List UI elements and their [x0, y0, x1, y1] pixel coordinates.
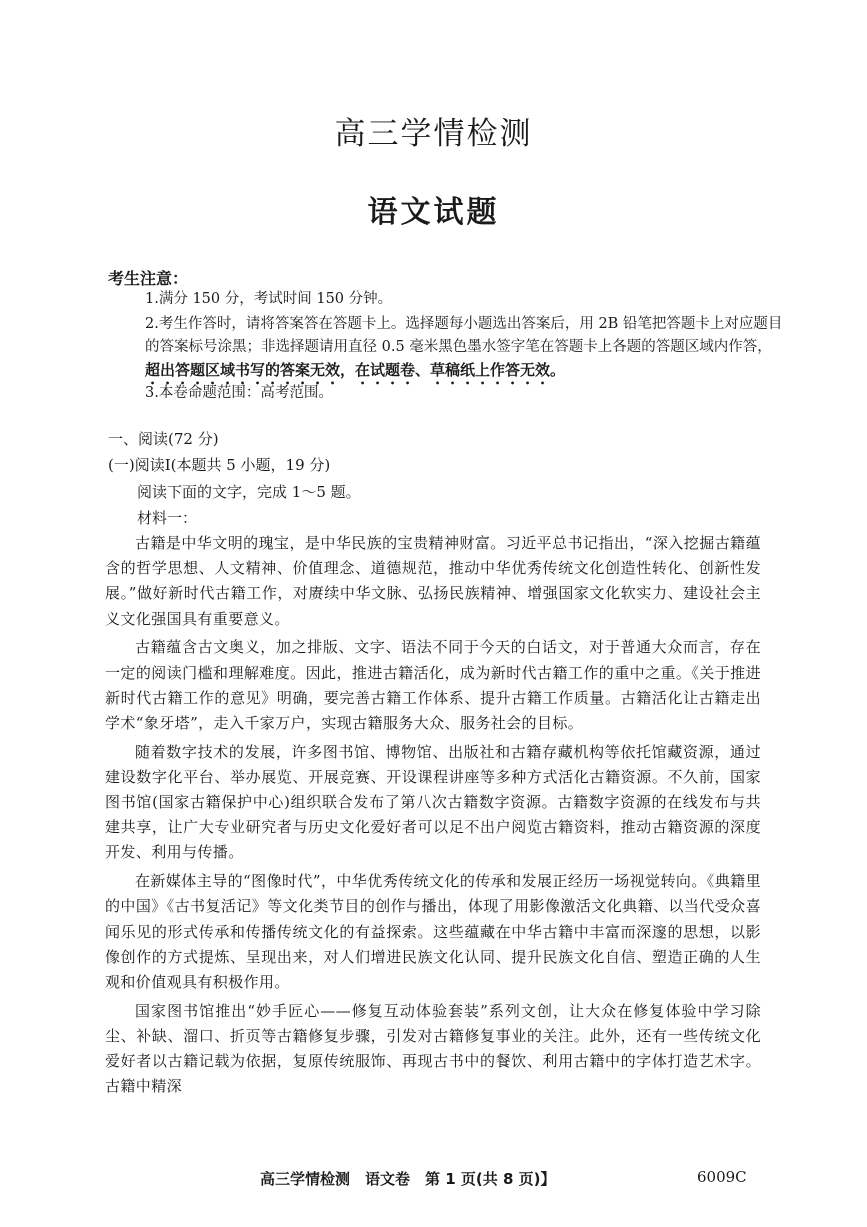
page-footer: 高三学情检测 语文卷 第 1 页(共 8 页)】 — [260, 1170, 556, 1188]
exam-title: 高三学情检测 — [334, 116, 533, 152]
paragraph: 古籍蕴含古文奥义，加之排版、文字、语法不同于今天的白话文，对于普通大众而言，存在一定的阅读门槛和理解难度。因此，推进古籍活化，成为新时代古籍工作的重中之重。《关于推进新时代古籍工作的意见》明确，要完善古籍工作体系、提升古籍工作质量。古籍活化让古籍走出学术“象牙塔”，走入千家万户，实现古籍服务大众、服务社会的目标。 — [105, 638, 761, 732]
reading-instruction: 阅读下面的文字，完成 1～5 题。 — [137, 483, 361, 501]
paragraph: 国家图书馆推出“妙手匠心——修复互动体验套装”系列文创，让大众在修复体验中学习除尘、补缺、溜口、折页等古籍修复步骤，引发对古籍修复事业的关注。此外，还有一些传统文化爱好者以古籍记载为依据，复原传统服饰、再现古书中的餐饮、利用古籍中的字体打造艺术字。古籍中精深 — [105, 1001, 761, 1096]
notice-item-1: 1.满分 150 分，考试时间 150 分钟。 — [145, 291, 393, 307]
material-body — [105, 531, 761, 1103]
section-heading: 一、阅读(72 分) — [108, 430, 219, 448]
notice-item-3: 3.本卷命题范围：高考范围。 — [145, 385, 333, 401]
paragraph: 古籍是中华文明的瑰宝，是中华民族的宝贵精神财富。习近平总书记指出，“深入挖掘古籍蕴含的哲学思想、人文精神、价值理念、道德规范，推动中华优秀传统文化创造性转化、创新性发展。”做好新时代古籍工作，对赓续中华文脉、弘扬民族精神、增强国家文化软实力、建设社会主义文化强国具有重要意义。 — [105, 534, 761, 628]
notice-item-2-emphasis: 超出答题区域书写的答案无效，在试题卷、草稿纸上作答无效。 — [145, 361, 566, 379]
exam-subtitle: 语文试题 — [367, 195, 500, 230]
paper-code: 6009C — [697, 1168, 747, 1186]
paragraph: 在新媒体主导的“图像时代”，中华优秀传统文化的传承和发展正经历一场视觉转向。《典籍里的中国》《古书复活记》等文化类节目的创作与播出，体现了用影像激活文化典籍、以当代受众喜闻乐见的形式传承和传播传统文化的有益探索。这些蕴藏在中华古籍中丰富而深邃的思想，以影像创作的方式提炼、呈现出来，对人们增进民族文化认同、提升民族文化自信、塑造正确的人生观和价值观具有积极作用。 — [105, 872, 761, 991]
section-subheading: (一)阅读Ⅰ(本题共 5 小题，19 分) — [108, 456, 331, 474]
notice-item-2-text: 2.考生作答时，请将答案答在答题卡上。选择题每小题选出答案后，用 2B 铅笔把答题卡上对应题目的答案标号涂黑；非选择题请用直径 0.5 毫米黑色墨水签字笔在答题卡上各题的答题区域内作答， — [145, 316, 783, 355]
material-label: 材料一： — [137, 509, 198, 527]
notice-heading: 考生注意： — [108, 269, 189, 288]
notice-item-2 — [145, 313, 785, 388]
paragraph: 随着数字技术的发展，许多图书馆、博物馆、出版社和古籍存藏机构等依托馆藏资源，通过建设数字化平台、举办展览、开展竞赛、开设课程讲座等多种方式活化古籍资源。不久前，国家图书馆(国家古籍保护中心)组织联合发布了第八次古籍数字资源。古籍数字资源的在线发布与共建共享，让广大专业研究者与历史文化爱好者可以足不出户阅览古籍资料，推动古籍资源的深度开发、利用与传播。 — [105, 742, 761, 862]
